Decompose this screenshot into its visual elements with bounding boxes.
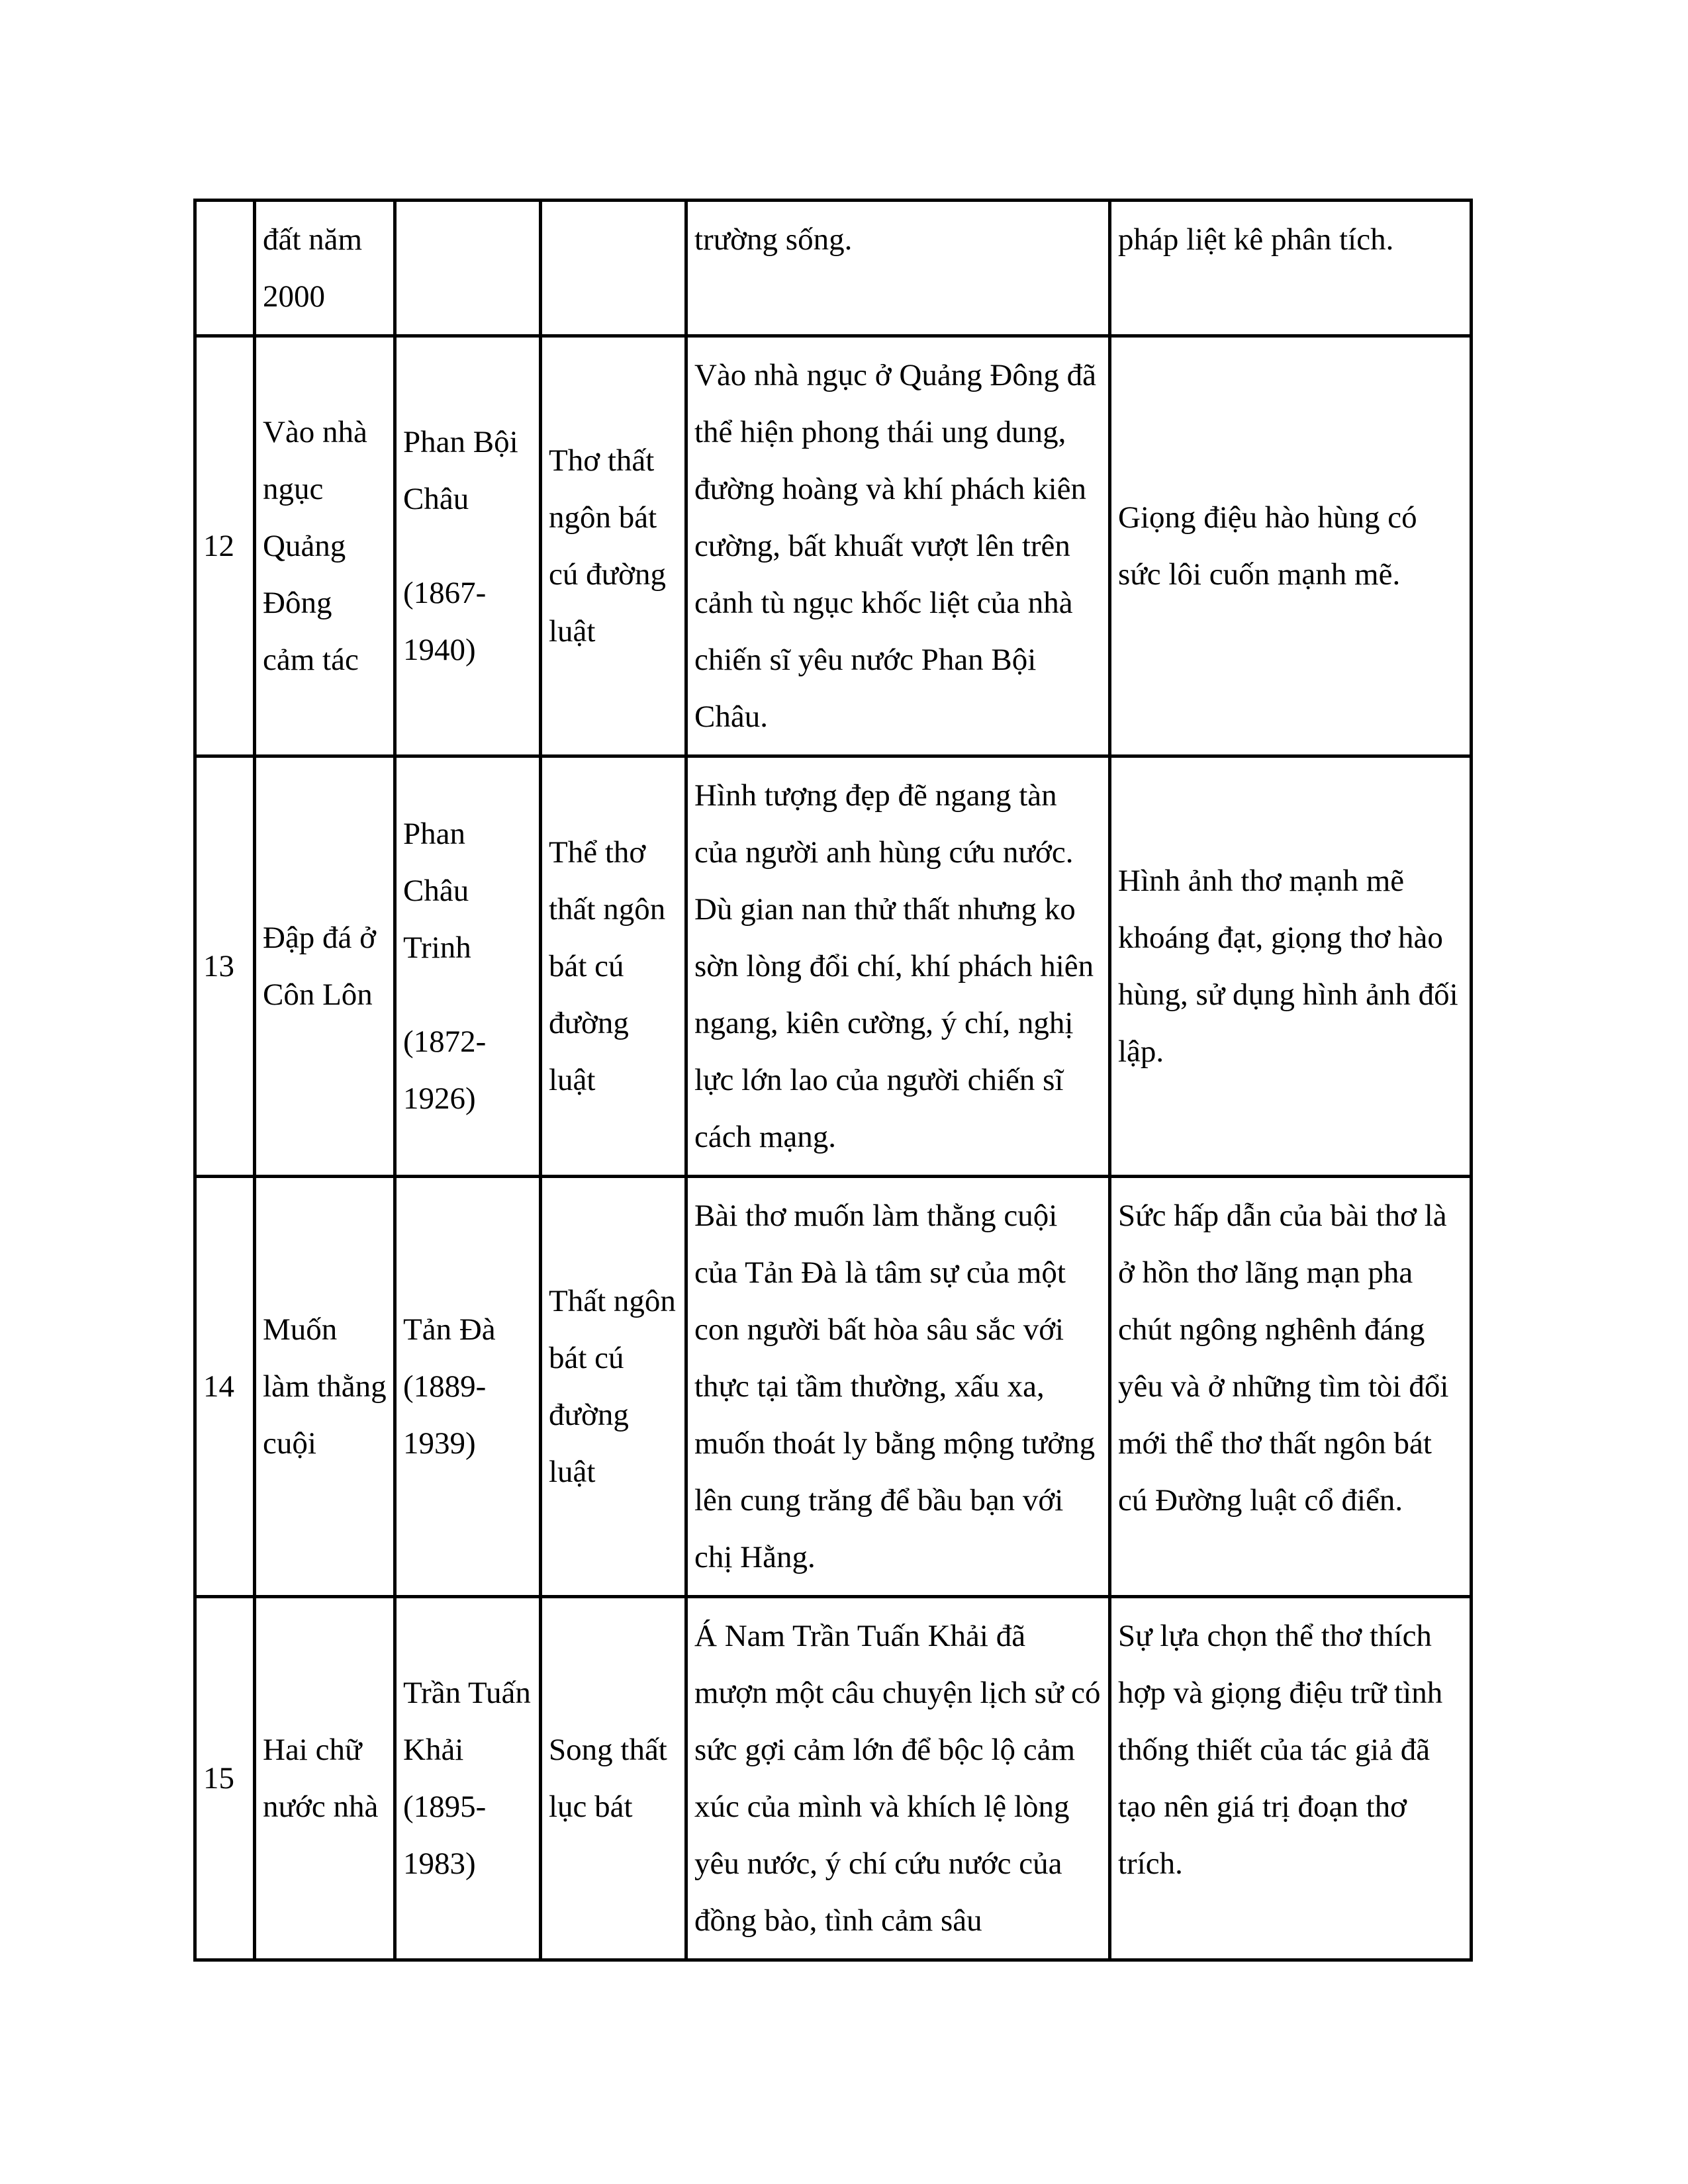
cell-title: Đập đá ở Côn Lôn <box>255 756 395 1177</box>
cell-title: Vào nhà ngục Quảng Đông cảm tác <box>255 336 395 756</box>
cell-title: đất năm 2000 <box>255 201 395 336</box>
author-years: (1872-1926) <box>403 1024 487 1116</box>
cell-form: Thể thơ thất ngôn bát cú đường luật <box>541 756 686 1177</box>
author-name: Phan Châu Trinh <box>403 817 471 965</box>
cell-art: Giọng điệu hào hùng có sức lôi cuốn mạnh mẽ. <box>1110 336 1472 756</box>
table-row <box>195 1177 1472 1597</box>
cell-content: Á Nam Trần Tuấn Khải đã mượn một câu chuyện lịch sử có sức gợi cảm lớn để bộc lộ cảm xúc của mình và khích lệ lòng yêu nước, ý chí cứu nước của đồng bào, tình cảm sâu <box>686 1597 1110 1960</box>
cell-art: Hình ảnh thơ mạnh mẽ khoáng đạt, giọng thơ hào hùng, sử dụng hình ảnh đối lập. <box>1110 756 1472 1177</box>
cell-title: Hai chữ nước nhà <box>255 1597 395 1960</box>
cell-no: 14 <box>195 1177 255 1597</box>
cell-no: 15 <box>195 1597 255 1960</box>
cell-no: 12 <box>195 336 255 756</box>
author-name: Phan Bội Châu <box>403 425 518 516</box>
cell-form: Thơ thất ngôn bát cú đường luật <box>541 336 686 756</box>
author-years: (1895-1983) <box>403 1790 487 1881</box>
cell-content: trường sống. <box>686 201 1110 336</box>
cell-title: Muốn làm thằng cuội <box>255 1177 395 1597</box>
cell-author <box>395 1177 541 1597</box>
cell-author <box>395 756 541 1177</box>
cell-no <box>195 201 255 336</box>
cell-author <box>395 201 541 336</box>
cell-form <box>541 201 686 336</box>
table-row <box>195 756 1472 1177</box>
cell-art: Sức hấp dẫn của bài thơ là ở hồn thơ lãng mạn pha chút ngông nghênh đáng yêu và ở những tìm tòi đổi mới thể thơ thất ngôn bát cú Đường luật cổ điển. <box>1110 1177 1472 1597</box>
table-row <box>195 336 1472 756</box>
author-years: (1867-1940) <box>403 576 487 667</box>
cell-author <box>395 1597 541 1960</box>
author-name: Trần Tuấn Khải <box>403 1676 531 1767</box>
cell-author <box>395 336 541 756</box>
cell-content: Vào nhà ngục ở Quảng Đông đã thể hiện phong thái ung dung, đường hoàng và khí phách kiên cường, bất khuất vượt lên trên cảnh tù ngục khốc liệt của nhà chiến sĩ yêu nước Phan Bội Châu. <box>686 336 1110 756</box>
table-row-continuation <box>195 201 1472 336</box>
cell-no: 13 <box>195 756 255 1177</box>
author-years: (1889-1939) <box>403 1369 487 1461</box>
cell-content: Bài thơ muốn làm thằng cuội của Tản Đà là tâm sự của một con người bất hòa sâu sắc với thực tại tầm thường, xấu xa, muốn thoát ly bằng mộng tưởng lên cung trăng để bầu bạn với chị Hằng. <box>686 1177 1110 1597</box>
literature-table <box>193 199 1473 1962</box>
cell-art: pháp liệt kê phân tích. <box>1110 201 1472 336</box>
cell-form: Song thất lục bát <box>541 1597 686 1960</box>
cell-content: Hình tượng đẹp đẽ ngang tàn của người anh hùng cứu nước. Dù gian nan thử thất nhưng ko sờn lòng đổi chí, khí phách hiên ngang, kiên cường, ý chí, nghị lực lớn lao của người chiến sĩ cách mạng. <box>686 756 1110 1177</box>
author-name: Tản Đà <box>403 1312 496 1347</box>
table-row <box>195 1597 1472 1960</box>
cell-art: Sự lựa chọn thể thơ thích hợp và giọng điệu trữ tình thống thiết của tác giả đã tạo nên giá trị đoạn thơ trích. <box>1110 1597 1472 1960</box>
cell-form: Thất ngôn bát cú đường luật <box>541 1177 686 1597</box>
